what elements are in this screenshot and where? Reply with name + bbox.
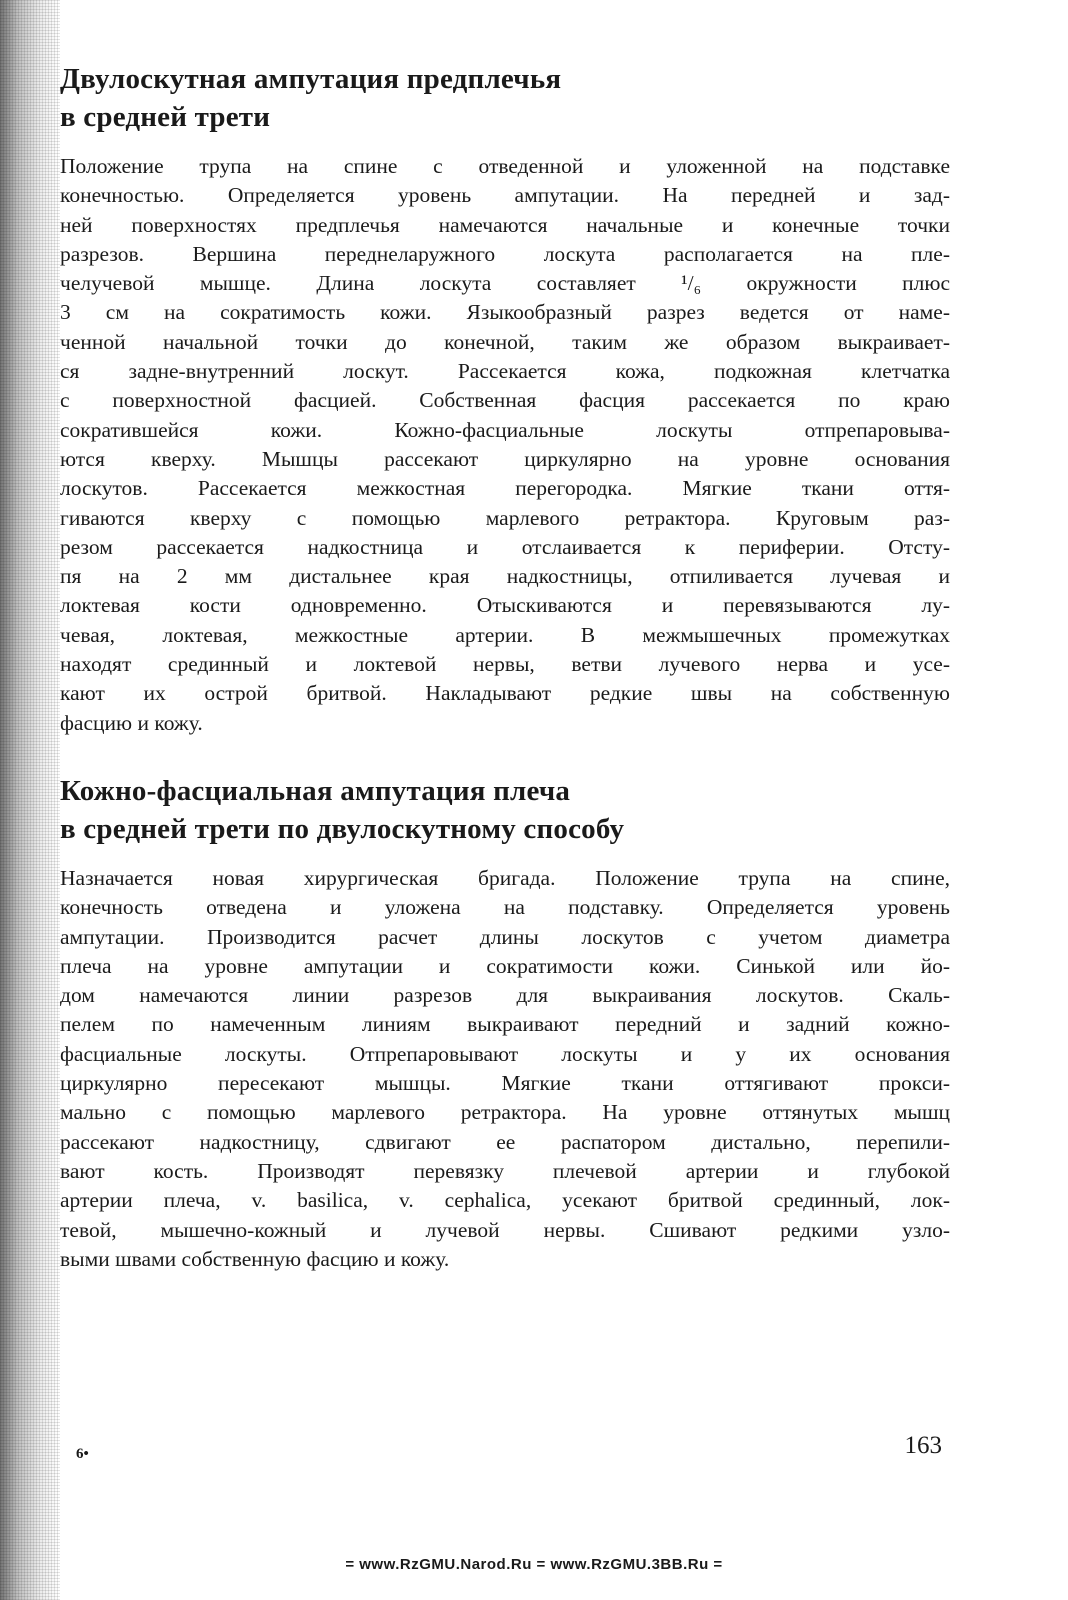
text-line: локтевая кости одновременно. Отыскиваются и перевязываются лу- (60, 593, 950, 618)
text-line: кают их острой бритвой. Накладывают редкие швы на собственную (60, 681, 950, 706)
text-line: артерии плеча, v. basilica, v. cephalica, усекают бритвой срединный, лок- (60, 1188, 950, 1213)
text-line: тевой, мышечно-кожный и лучевой нервы. Сшивают редкими узло- (60, 1217, 950, 1242)
text-line: дом намечаются линии разрезов для выкраивания лоскутов. Скаль- (60, 983, 950, 1008)
section-body (60, 152, 950, 738)
text-line: ченной начальной точки до конечной, таким же образом выкраивает- (60, 329, 950, 354)
text-line: фасцию и кожу. (60, 710, 203, 735)
book-page (60, 60, 950, 1274)
text-line: циркулярно пересекают мышцы. Мягкие ткани оттягивают прокси- (60, 1071, 950, 1096)
section-title (60, 772, 950, 848)
watermark-text: = www.RzGMU.Narod.Ru = www.RzGMU.3BB.Ru = (345, 1556, 723, 1573)
text-line: ся задне-внутренний лоскут. Рассекается кожа, подкожная клетчатка (60, 359, 950, 384)
text-line: 3 см на сократимость кожи. Языкообразный разрез ведется от наме- (60, 300, 950, 325)
text-line: пелем по намеченным линиям выкраивают передний и задний кожно- (60, 1012, 950, 1037)
text-line: конечность отведена и уложена на подставку. Определяется уровень (60, 895, 950, 920)
text-line: с поверхностной фасцией. Собственная фасция рассекается по краю (60, 388, 950, 413)
page-number: 163 (904, 1432, 942, 1459)
text-line: рассекают надкостницу, сдвигают ее распатором дистально, перепили- (60, 1129, 950, 1154)
text-line: фасциальные лоскуты. Отпрепаровывают лоскуты и у их основания (60, 1041, 950, 1066)
text-line: ампутации. Производится расчет длины лоскутов с учетом диаметра (60, 924, 950, 949)
text-line: выми швами собственную фасцию и кожу. (60, 1246, 450, 1271)
text-line: челучевой мышце. Длина лоскута составляет ¹/₆ окружности плюс (60, 271, 950, 296)
section-title (60, 60, 950, 136)
text-line: резом рассекается надкостница и отслаивается к периферии. Отсту- (60, 534, 950, 559)
text-line: находят срединный и локтевой нервы, ветви лучевого нерва и усе- (60, 652, 950, 677)
section-title-line: Кожно-фасциальная ампутация плеча (60, 774, 571, 807)
section-forearm-amputation (60, 60, 950, 738)
text-line: Положение трупа на спине с отведенной и уложенной на подставке (60, 154, 950, 178)
section-title-line: в средней трети по двулоскутному способу (60, 812, 625, 845)
section-title-line: в средней трети (60, 101, 271, 133)
text-line: вают кость. Производят перевязку плечевой артерии и глубокой (60, 1158, 950, 1183)
scan-shadow-edge (0, 0, 60, 1600)
text-line: разрезов. Вершина переднеларужного лоскута располагается на пле- (60, 241, 950, 266)
page-footer (76, 1432, 942, 1472)
section-body (60, 864, 950, 1274)
text-line: чевая, локтевая, межкостные артерии. В межмышечных промежутках (60, 622, 950, 647)
text-line: лоскутов. Рассекается межкостная перегородка. Мягкие ткани оття- (60, 476, 950, 501)
section-shoulder-amputation (60, 772, 950, 1274)
text-line: пя на 2 мм дистальнее края надкостницы, отпиливается лучевая и (60, 564, 950, 589)
text-line: сократившейся кожи. Кожно-фасциальные лоскуты отпрепаровыва- (60, 417, 950, 442)
text-line: гиваются кверху с помощью марлевого ретрактора. Круговым раз- (60, 505, 950, 530)
text-line: ней поверхностях предплечья намечаются начальные и конечные точки (60, 212, 950, 237)
text-line: ются кверху. Мышцы рассекают циркулярно на уровне основания (60, 446, 950, 471)
text-line: плеча на уровне ампутации и сократимости кожи. Синькой или йо- (60, 953, 950, 978)
text-line: конечностью. Определяется уровень ампутации. На передней и зад- (60, 183, 950, 208)
signature-mark: 6• (76, 1446, 89, 1462)
section-title-line: Двулоскутная ампутация предплечья (60, 63, 562, 95)
text-line: мально с помощью марлевого ретрактора. На уровне оттянутых мышц (60, 1100, 950, 1125)
text-line: Назначается новая хирургическая бригада. Положение трупа на спине, (60, 865, 950, 890)
